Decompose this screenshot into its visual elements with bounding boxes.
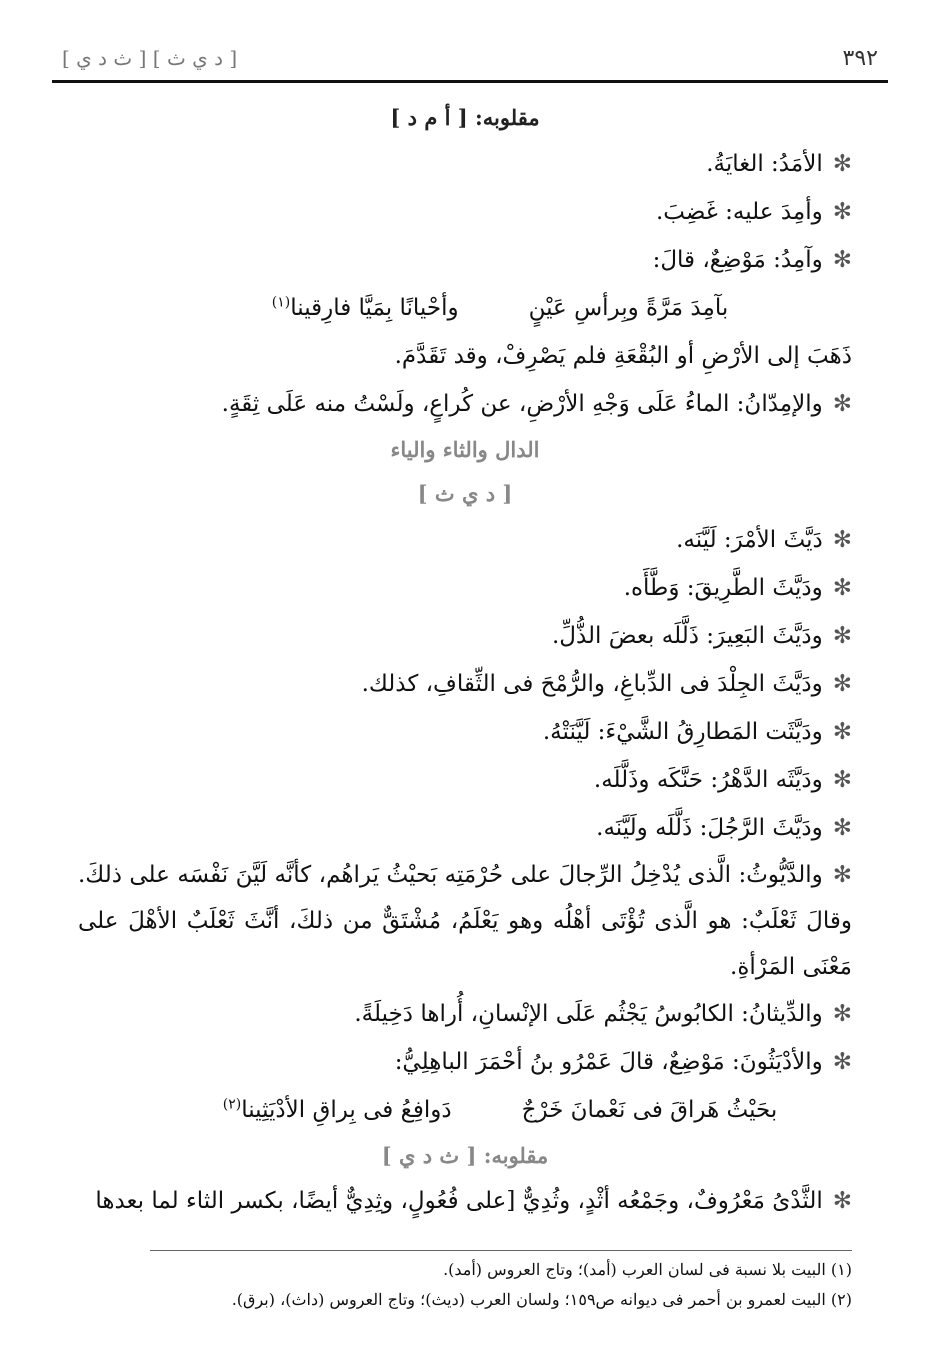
entry-line — [78, 804, 852, 852]
verse-hemistich-first: بآمِدَ مَرَّةً وبِرأسِ عَيْنٍ — [528, 295, 729, 321]
verse-hemistich-first: بحَيْثُ هَراقَ فى نَعْمانَ خَرْجٌ — [521, 1097, 778, 1123]
verse-text: دَوافِعُ فى بِراقِ الأدْيَثِينا — [241, 1097, 452, 1123]
entry-continuation: ذَهَبَ إلى الأرْضِ أو البُقْعَةِ فلم يَصْرِفْ، وقد تَقَدَّمَ. — [394, 343, 852, 369]
asterisk-icon: ✻ — [832, 623, 852, 649]
entry-text: والدَّيُّوثُ: الَّذى يُدْخِلُ الرِّجالَ على حُرْمَتِه بَحيْثُ يَراهُم، كأنَّه لَيَّنَ نَفْسَه على ذلكَ. وقالَ ثَعْلَبٌ: هو الَّذى تُؤْتَى أهْلُه وهو يَعْلَمُ، مُشْتَقٌّ من ذلكَ، أنَّثَ ثَعْلَبٌ الأهْلَ على مَعْنَى المَرْأةِ. — [78, 862, 852, 980]
entry-text: ودَيَّثَ البَعِيرَ: ذَلَّلَه بعضَ الذُّلِّ. — [551, 623, 823, 649]
section-heading: مقلوبه: [ ث د ي ] — [381, 1143, 549, 1168]
page-body — [78, 96, 852, 1224]
asterisk-icon: ✻ — [832, 247, 852, 273]
verse-hemistich-second — [223, 1086, 452, 1134]
asterisk-icon: ✻ — [832, 767, 852, 793]
entry-text: الثَّدْىُ مَعْرُوفٌ، وجَمْعُه أثْدٍ، وثُدِيٌّ [على فُعُولٍ، وثِدِيٌّ أيضًا، بكسر الثاء لما بعدها — [95, 1188, 823, 1214]
footnote-ref: (١) — [271, 294, 291, 311]
entry-line — [78, 708, 852, 756]
entry-line — [78, 990, 852, 1038]
page-number: ٣٩٢ — [842, 46, 878, 71]
entry-text: وأمِدَ عليه: غَضِبَ. — [655, 199, 823, 225]
entry-line — [78, 380, 852, 428]
footnote: (١) البيت بلا نسبة فى لسان العرب (أمد)؛ وتاج العروس (أمد). — [443, 1260, 852, 1279]
entry-line — [78, 660, 852, 708]
entry-line — [78, 236, 852, 284]
entry-text: ودَيَّثَ الطَّرِيقَ: وَطَّأَه. — [623, 575, 823, 601]
entry-line — [78, 1038, 852, 1086]
footnote: (٢) البيت لعمرو بن أحمر فى ديوانه ص١٥٩؛ ولسان العرب (ديث)؛ وتاج العروس (داث)، (برق). — [231, 1290, 852, 1309]
asterisk-icon: ✻ — [832, 1188, 852, 1214]
entry-line — [78, 612, 852, 660]
entry-text: ودَيَّثَت المَطارِقُ الشَّيْءَ: لَيَّنَتْهُ. — [542, 719, 823, 745]
asterisk-icon: ✻ — [832, 862, 852, 888]
poem-verse — [78, 284, 852, 332]
poem-verse — [78, 1086, 852, 1134]
asterisk-icon: ✻ — [832, 719, 852, 745]
running-title: [ د ي ث ] [ ث د ي ] — [62, 46, 238, 70]
entry-text: وآمِدُ: مَوْضِعٌ، قالَ: — [652, 247, 823, 273]
verse-hemistich-second — [272, 284, 459, 332]
entry-text: ودَيَّثَه الدَّهْرُ: حَنَّكَه وذَلَّلَه. — [593, 767, 823, 793]
asterisk-icon: ✻ — [832, 671, 852, 697]
asterisk-icon: ✻ — [832, 199, 852, 225]
entry-text: دَيَّثَ الأمْرَ: لَيَّنَه. — [676, 527, 823, 553]
footnote-ref: (٢) — [222, 1096, 242, 1113]
entry-text: والإمِدّانُ: الماءُ عَلَى وَجْهِ الأرْضِ، عن كُراعٍ، ولَسْتُ منه عَلَى ثِقَةٍ. — [221, 391, 823, 417]
entry-text: والأدْيَثُونَ: مَوْضِعٌ، قالَ عَمْرُو بنُ أحْمَرَ الباهِلِيُّ: — [394, 1049, 823, 1075]
entry-line — [78, 516, 852, 564]
asterisk-icon: ✻ — [832, 1001, 852, 1027]
entry-line — [78, 1178, 852, 1224]
entry-text: ودَيَّثَ الجِلْدَ فى الدِّباغِ، والرُّمْحَ فى الثِّقافِ، كذلك. — [361, 671, 823, 697]
entry-paragraph — [78, 852, 852, 990]
chapter-heading: الدال والثاء والياء — [390, 437, 540, 462]
entry-text: ودَيَّثَ الرَّجُلَ: ذَلَّلَه ولَيَّنَه. — [596, 815, 823, 841]
asterisk-icon: ✻ — [832, 1049, 852, 1075]
asterisk-icon: ✻ — [832, 527, 852, 553]
page-header — [52, 44, 888, 83]
entry-text: والدِّيثانُ: الكابُوسُ يَجْثُم عَلَى الإنْسانِ، أُراها دَخِيلَةً. — [354, 1001, 823, 1027]
section-heading: [ د ي ث ] — [417, 481, 513, 506]
entry-text: الأمَدُ: الغايَةُ. — [706, 151, 823, 177]
footnotes — [150, 1250, 852, 1315]
verse-text: وأحْيانًا بِمَيَّا فارِقينا — [290, 295, 459, 321]
entry-line — [78, 140, 852, 188]
asterisk-icon: ✻ — [832, 815, 852, 841]
entry-line — [78, 188, 852, 236]
entry-line — [78, 756, 852, 804]
asterisk-icon: ✻ — [832, 151, 852, 177]
entry-line — [78, 564, 852, 612]
section-heading: مقلوبه: [ أ م د ] — [390, 105, 540, 130]
asterisk-icon: ✻ — [832, 391, 852, 417]
asterisk-icon: ✻ — [832, 575, 852, 601]
